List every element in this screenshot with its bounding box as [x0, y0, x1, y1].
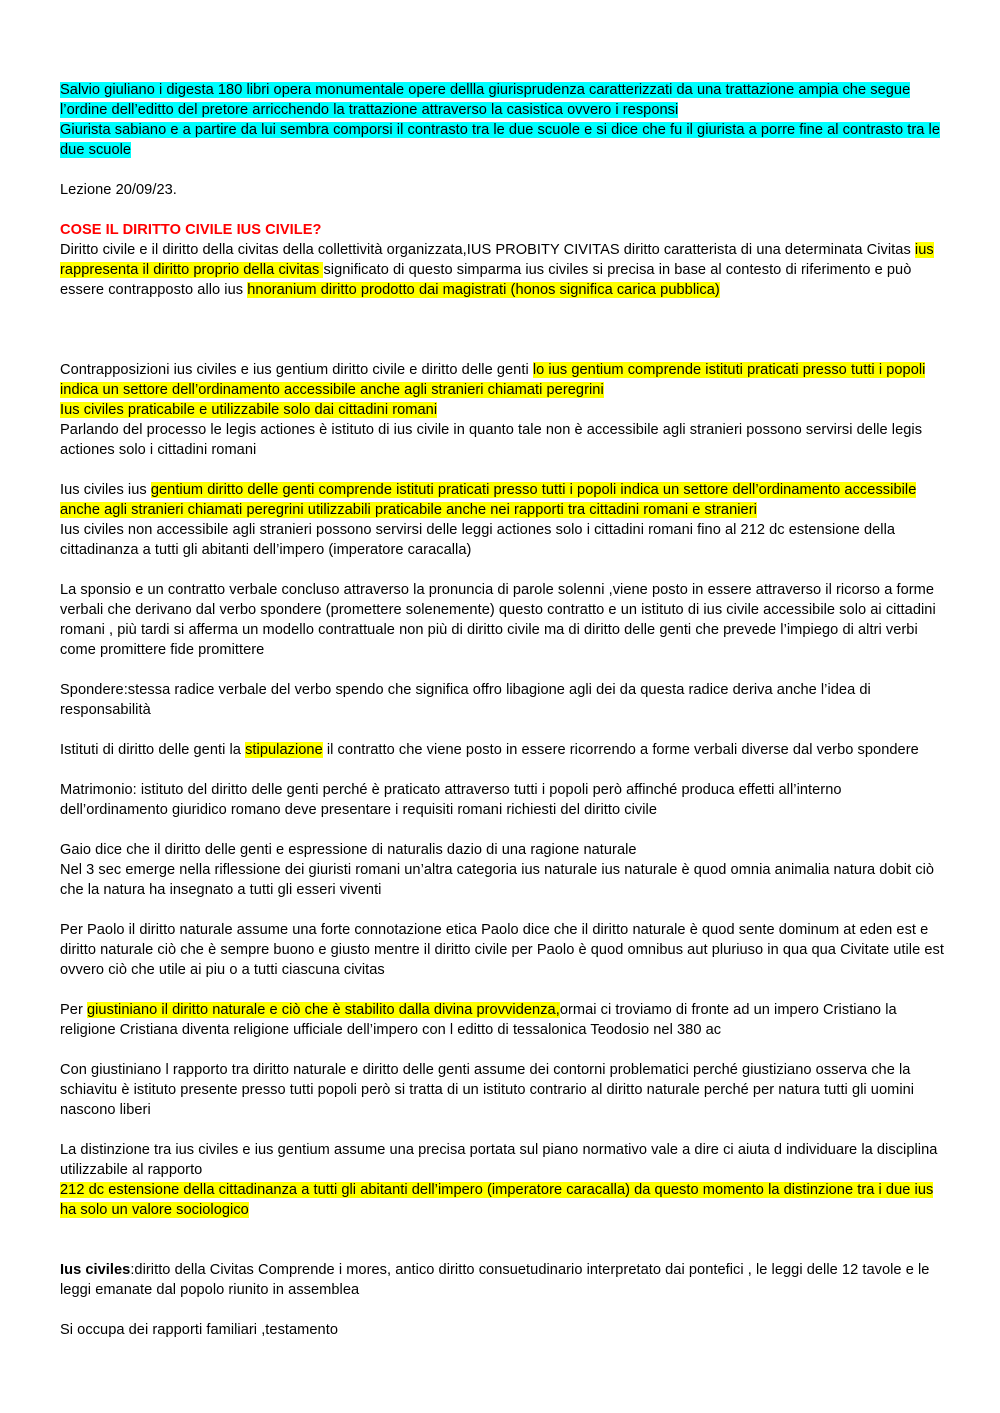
highlighted-text-yellow: hnoranium diritto prodotto dai magistrati (honos significa carica pubblica) — [247, 282, 720, 298]
text-run: La distinzione tra ius civiles e ius gentium assume una precisa portata sul piano normativo vale a dire ci aiuta d individuare la disciplina utilizzabile al rapporto — [60, 1142, 938, 1178]
text-run: Gaio dice che il diritto delle genti e espressione di naturalis dazio di una ragione naturale — [60, 842, 637, 858]
text-run: significato di questo simparma ius civiles si precisa in base al contesto di riferimento e può essere contrapposto allo ius — [60, 262, 912, 298]
highlighted-text-yellow: Ius civiles praticabile e utilizzabile solo dai cittadini romani — [60, 402, 438, 418]
text-run: :diritto della Civitas Comprende i mores, antico diritto consuetudinario interpretato dai pontefici , le leggi delle 12 tavole e le leggi emanate dal popolo riunito in assemblea — [60, 1262, 930, 1298]
paragraph-contrapposizioni — [60, 360, 945, 460]
paragraph-giustiniano — [60, 1000, 945, 1040]
text-run: Istituti di diritto delle genti la — [60, 742, 246, 758]
heading-text: COSE IL DIRITTO CIVILE IUS CIVILE? — [60, 222, 322, 238]
lesson-date: Lezione 20/09/23. — [60, 182, 177, 198]
paragraph-spondere: Spondere:stessa radice verbale del verbo spendo che significa offro libagione agli dei da questa radice deriva anche l’idea di responsabilità — [60, 682, 871, 718]
paragraph-distinzione — [60, 1140, 945, 1220]
paragraph-ius-civiles — [60, 1260, 945, 1300]
paragraph-paolo: Per Paolo il diritto naturale assume una forte connotazione etica Paolo dice che il diritto naturale è quod sente dominum at eden est e diritto naturale ciò che è sempre buono e giusto mentre il diritto civile per Paolo è quod omnibus aut pluriuso in qua qua Civitate utile est ovvero ciò che utile ai piu o a tutti ciascuna civitas — [60, 922, 944, 978]
document-body — [60, 80, 945, 1340]
highlighted-text-yellow: ius rappresenta il diritto proprio della civitas — [60, 242, 934, 278]
text-run: Nel 3 sec emerge nella riflessione dei giuristi romani un’altra categoria ius naturale ius naturale è quod omnia animalia natura dobit ciò che la natura ha insegnato a tutti gli esseri viventi — [60, 862, 935, 898]
paragraph-stipulazione — [60, 740, 945, 760]
highlighted-text-yellow: stipulazione — [245, 742, 323, 758]
highlighted-text-yellow: lo ius gentium comprende istituti praticati presso tutti i popoli indica un settore dell’ordinamento accessibile anche agli stranieri chiamati peregrini — [60, 362, 926, 398]
text-run: Diritto civile e il diritto della civitas della collettività organizzata,IUS PROBITY CIVITAS diritto caratterista di una determinata Civitas — [60, 242, 915, 258]
paragraph-salvio-giuliano — [60, 80, 945, 160]
highlighted-text-cyan: Giurista sabiano e a partire da lui sembra comporsi il contrasto tra le due scuole e si dice che fu il giurista a porre fine al contrasto tra le due scuole — [60, 122, 941, 158]
paragraph-matrimonio: Matrimonio: istituto del diritto delle genti perché è praticato attraverso tutti i popoli però affinché produca effetti all’interno dell’ordinamento giuridico romano deve presentare i requisiti romani richiesti del diritto civile — [60, 782, 842, 818]
text-run: Parlando del processo le legis actiones è istituto di ius civile in quanto tale non è accessibile agli stranieri possono servirsi delle legis actiones solo i cittadini romani — [60, 422, 923, 458]
text-run: il contratto che viene posto in essere ricorrendo a forme verbali diverse dal verbo spondere — [322, 742, 919, 758]
text-run: Ius civiles non accessibile agli stranieri possono servirsi delle leggi actiones solo i cittadini romani fino al 212 dc estensione della cittadinanza a tutti gli abitanti dell’impero (imperatore caracalla) — [60, 522, 896, 558]
paragraph-schiavitu: Con giustiniano l rapporto tra diritto naturale e diritto delle genti assume dei contorni problematici perché giustiziano osserva che la schiavitu è istituto presente presso tutti popoli però si tratta di un istituto contrario al diritto naturale perché per natura tutti gli uomini nascono liberi — [60, 1062, 915, 1118]
paragraph-rapporti-familiari: Si occupa dei rapporti familiari ,testamento — [60, 1322, 338, 1338]
highlighted-text-cyan: Salvio giuliano i digesta 180 libri opera monumentale opere dellla giurisprudenza caratterizzati da una trattazione ampia che segue l’ordine dell’editto del pretore arricchendo la trattazione attraverso la casistica ovvero i responsi — [60, 82, 911, 118]
paragraph-ius-gentium — [60, 480, 945, 560]
text-run: Ius civiles ius — [60, 482, 151, 498]
highlighted-text-yellow: gentium diritto delle genti comprende istituti praticati presso tutti i popoli indica un settore dell’ordinamento accessibile anche agli stranieri chiamati peregrini utilizzabili praticabile anche nei rapporti tra cittadini romani e stranieri — [60, 482, 917, 518]
text-run: Contrapposizioni ius civiles e ius gentium diritto civile e diritto delle genti — [60, 362, 533, 378]
section-heading — [60, 220, 945, 240]
text-run: Per — [60, 1002, 87, 1018]
bold-term: Ius civiles — [60, 1262, 131, 1278]
paragraph-gaio — [60, 840, 945, 900]
paragraph-sponsio: La sponsio e un contratto verbale concluso attraverso la pronuncia di parole solenni ,viene posto in essere attraverso il ricorso a forme verbali che derivano dal verbo spondere (promettere solenemente) questo contratto e un istituto di ius civile accessibile solo ai cittadini romani , più tardi si afferma un modello contrattuale non più di diritto civile ma di diritto delle genti che prevede l’impiego di altri verbi come promittere fide promittere — [60, 582, 936, 658]
highlighted-text-yellow: 212 dc estensione della cittadinanza a tutti gli abitanti dell’impero (imperatore caracalla) da questo momento la distinzione tra i due ius ha solo un valore sociologico — [60, 1182, 934, 1218]
text-run: ormai ci troviamo di fronte ad un impero Cristiano la religione Cristiana diventa religione ufficiale dell’impero con l editto di tessalonica Teodosio nel 380 ac — [60, 1002, 897, 1038]
highlighted-text-yellow: giustiniano il diritto naturale e ciò che è stabilito dalla divina provvidenza, — [86, 1002, 560, 1018]
paragraph-diritto-civile — [60, 240, 945, 300]
